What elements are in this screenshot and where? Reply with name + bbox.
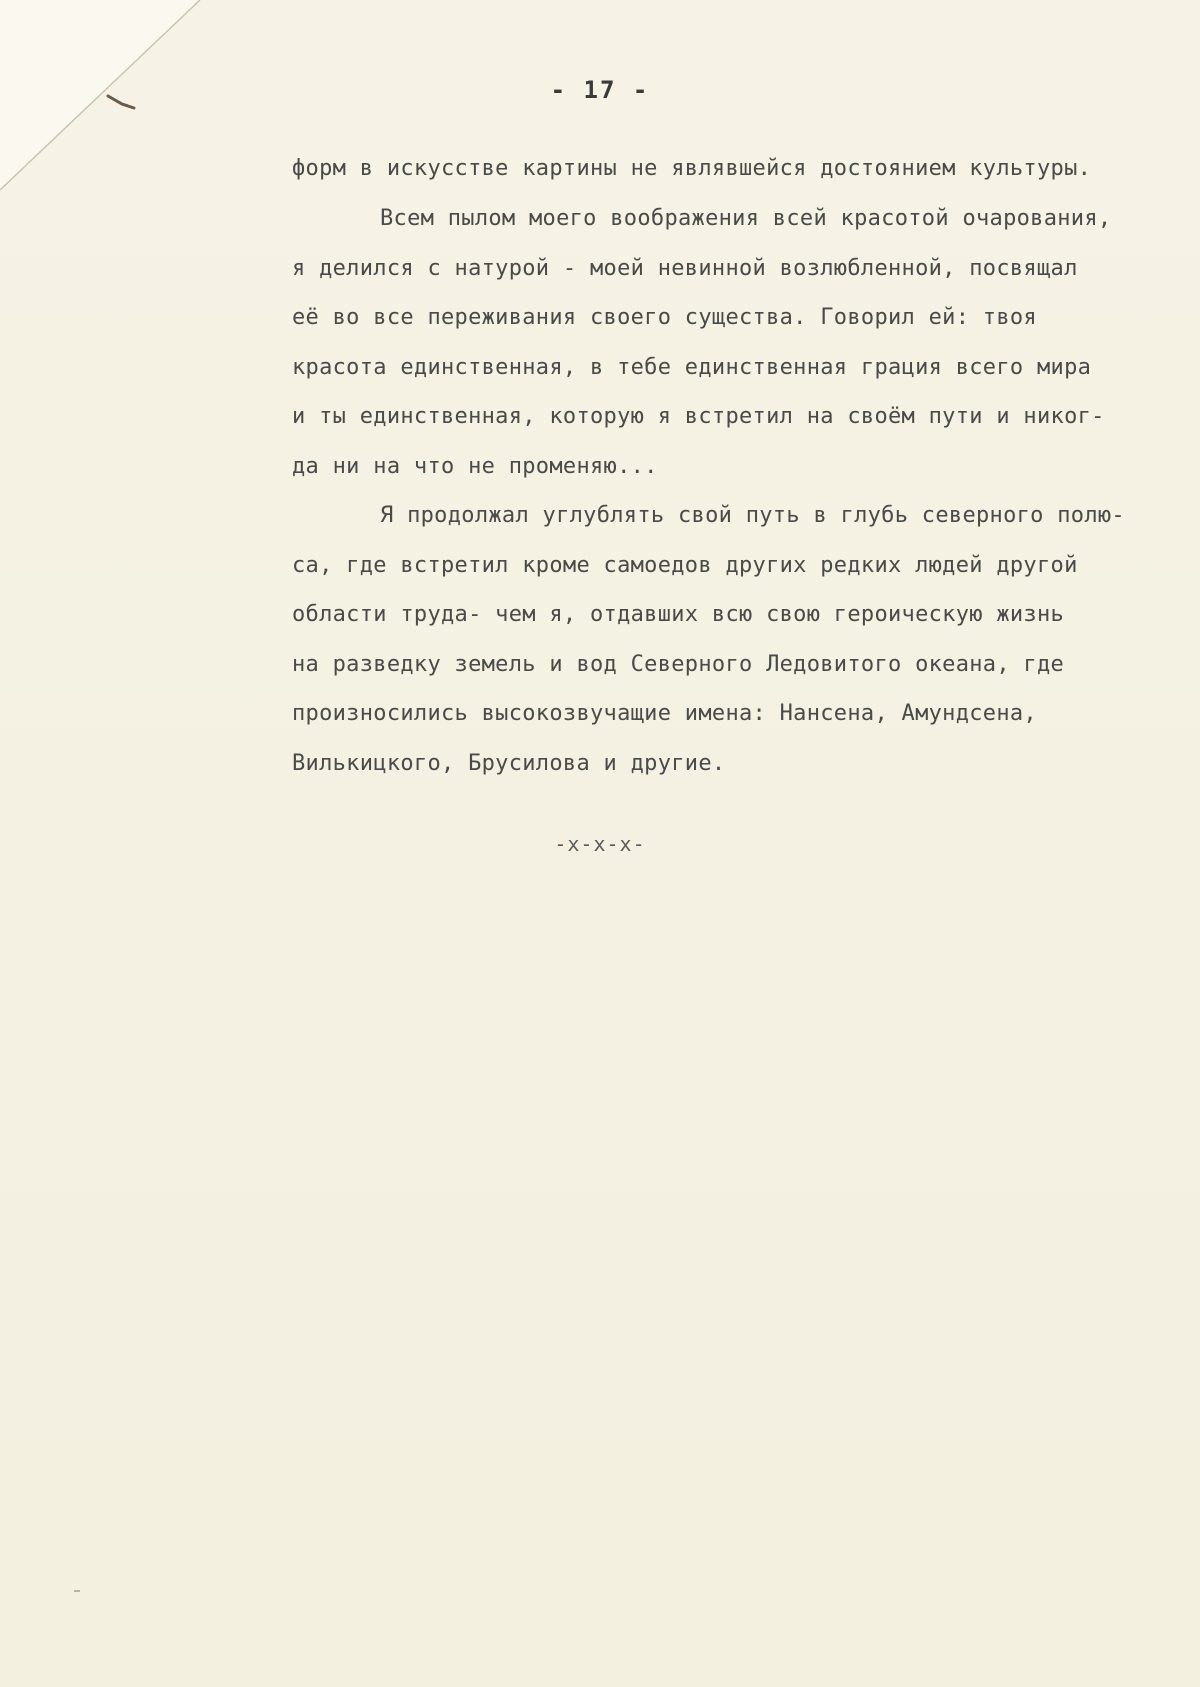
page-number: - 17 - — [550, 76, 650, 104]
text-line-4: её во все переживания своего существа. Говорил ей: твоя — [292, 305, 1037, 330]
text-line-10: области труда- чем я, отдавших всю свою героическую жизнь — [292, 602, 1065, 627]
text-line-12: произносились высокозвучащие имена: Нансена, Амундсена, — [292, 701, 1037, 726]
section-separator: -x-x-x- — [554, 832, 646, 856]
page-mark — [74, 1590, 80, 1592]
text-line-9: са, где встретил кроме самоедов других редких людей другой — [292, 553, 1078, 578]
text-line-5: красота единственная, в тебе единственная грация всего мира — [292, 355, 1092, 380]
text-line-2: Всем пылом моего воображения всей красотой очарования, — [380, 206, 1112, 231]
text-line-7: да ни на что не променяю... — [292, 454, 658, 479]
text-line-11: на разведку земель и вод Северного Ледовитого океана, где — [292, 652, 1065, 677]
text-line-3: я делился с натурой - моей невинной возлюбленной, посвящал — [292, 256, 1078, 281]
text-line-8: Я продолжал углублять свой путь в глубь северного полю- — [380, 503, 1125, 528]
text-line-13: Вилькицкого, Брусилова и другие. — [292, 751, 726, 776]
text-line-1: форм в искусстве картины не являвшейся достоянием культуры. — [292, 156, 1092, 181]
text-line-6: и ты единственная, которую я встретил на своём пути и никог- — [292, 404, 1105, 429]
